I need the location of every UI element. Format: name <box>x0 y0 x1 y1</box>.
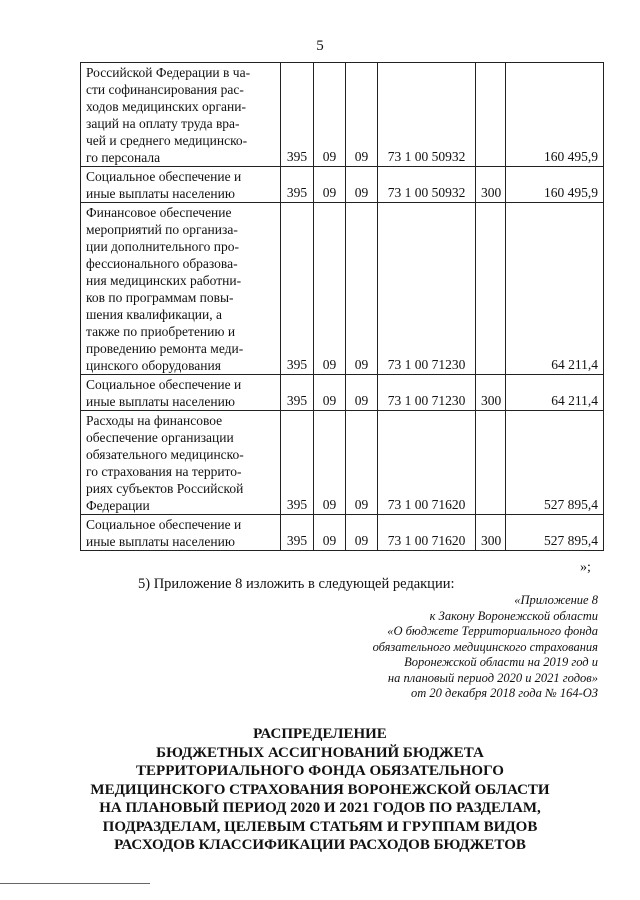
target-code: 73 1 00 71230 <box>378 375 476 411</box>
row-name: Расходы на финансовое обеспечение организации обязательного медицинско- го страхования на террито- риях субъектов Российской Федерации <box>81 411 281 515</box>
expense-type-code <box>476 411 506 515</box>
ministry-code: 395 <box>281 167 314 203</box>
row-name: Социальное обеспечение и иные выплаты населению <box>81 167 281 203</box>
budget-table <box>80 62 604 551</box>
ministry-code: 395 <box>281 375 314 411</box>
section-code: 09 <box>314 375 346 411</box>
subsection-code: 09 <box>346 411 378 515</box>
expense-type-code: 300 <box>476 167 506 203</box>
amount: 64 211,4 <box>506 203 604 375</box>
expense-type-code: 300 <box>476 515 506 551</box>
table-row <box>81 411 604 515</box>
section-code: 09 <box>314 167 346 203</box>
amount: 160 495,9 <box>506 167 604 203</box>
amount: 527 895,4 <box>506 411 604 515</box>
section-code: 09 <box>314 63 346 167</box>
section-code: 09 <box>314 515 346 551</box>
amount: 160 495,9 <box>506 63 604 167</box>
section-code: 09 <box>314 411 346 515</box>
table-row <box>81 515 604 551</box>
subsection-code: 09 <box>346 375 378 411</box>
amount: 527 895,4 <box>506 515 604 551</box>
row-name: Российской Федерации в ча- сти софинансирования рас- ходов медицинских органи- заций на оплату труда вра- чей и среднего медицинско- го персонала <box>81 63 281 167</box>
table-row <box>81 63 604 167</box>
expense-type-code: 300 <box>476 375 506 411</box>
target-code: 73 1 00 71230 <box>378 203 476 375</box>
row-name: Финансовое обеспечение мероприятий по организа- ции дополнительного про- фессионального образова- ния медицинских работни- ков по программам повы- шения квалификации, а также по приобретению и проведению ремонта меди- цинского оборудования <box>81 203 281 375</box>
expense-type-code <box>476 203 506 375</box>
subsection-code: 09 <box>346 167 378 203</box>
closing-quote: »; <box>580 560 591 575</box>
footer-divider <box>0 883 150 884</box>
subsection-code: 09 <box>346 63 378 167</box>
section-code: 09 <box>314 203 346 375</box>
target-code: 73 1 00 50932 <box>378 167 476 203</box>
target-code: 73 1 00 71620 <box>378 411 476 515</box>
section-heading: РАСПРЕДЕЛЕНИЕ БЮДЖЕТНЫХ АССИГНОВАНИЙ БЮДЖЕТА ТЕРРИТОРИАЛЬНОГО ФОНДА ОБЯЗАТЕЛЬНОГО МЕДИЦИНСКОГО СТРАХОВАНИЯ ВОРОНЕЖСКОЙ ОБЛАСТИ НА ПЛАНОВЫЙ ПЕРИОД 2020 И 2021 ГОДОВ ПО РАЗДЕЛАМ, ПОДРАЗДЕЛАМ, ЦЕЛЕВЫМ СТАТЬЯМ И ГРУППАМ ВИДОВ РАСХОДОВ КЛАССИФИКАЦИИ РАСХОДОВ БЮДЖЕТОВ <box>90 726 550 853</box>
table-row <box>81 375 604 411</box>
expense-type-code <box>476 63 506 167</box>
ministry-code: 395 <box>281 411 314 515</box>
amendment-instruction: 5) Приложение 8 изложить в следующей редакции: <box>138 576 455 592</box>
appendix-note: «Приложение 8 к Закону Воронежской области «О бюджете Территориального фонда обязательного медицинского страхования Воронежской области на 2019 год и на плановый период 2020 и 2021 годов» от 20 декабря 2018 года № 164-ОЗ <box>372 593 598 700</box>
table-row <box>81 167 604 203</box>
row-name: Социальное обеспечение и иные выплаты населению <box>81 515 281 551</box>
amount: 64 211,4 <box>506 375 604 411</box>
page-number: 5 <box>316 38 324 54</box>
subsection-code: 09 <box>346 203 378 375</box>
row-name: Социальное обеспечение и иные выплаты населению <box>81 375 281 411</box>
ministry-code: 395 <box>281 515 314 551</box>
subsection-code: 09 <box>346 515 378 551</box>
ministry-code: 395 <box>281 203 314 375</box>
ministry-code: 395 <box>281 63 314 167</box>
table-row <box>81 203 604 375</box>
target-code: 73 1 00 50932 <box>378 63 476 167</box>
target-code: 73 1 00 71620 <box>378 515 476 551</box>
